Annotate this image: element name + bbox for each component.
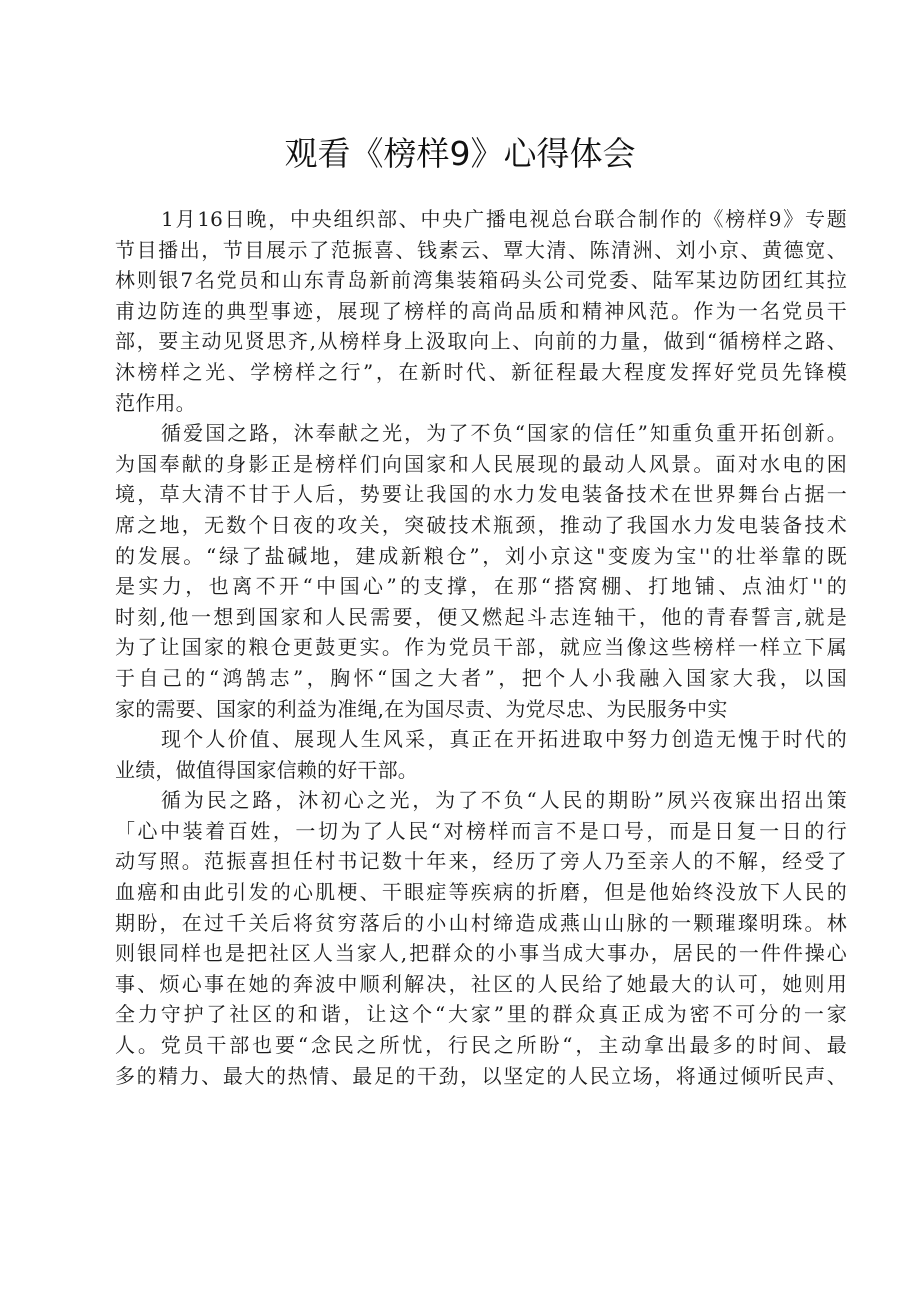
text-line: 沐榜样之光、学榜样之行”，在新时代、新征程最大程度发挥好党员先锋模: [115, 359, 847, 384]
document-body: [115, 204, 847, 1091]
text-line: 甫边防连的典型事迹，展现了榜样的高尚品质和精神风范。作为一名党员干: [115, 298, 847, 323]
text-line: 期盼，在过千关后将贫穷落后的小山村缔造成燕山山脉的一颗璀璨明珠。林: [115, 910, 847, 935]
text-line: 时刻,他一想到国家和人民需要，便又燃起斗志连轴干，他的青春誓言,就是: [115, 604, 847, 629]
text-line: 席之地，无数个日夜的攻关，突破技术瓶颈，推动了我国水力发电装备技术: [115, 512, 847, 537]
text-line: 则银同样也是把社区人当家人,把群众的小事当成大事办，居民的一件件操心: [115, 941, 847, 966]
text-line: 于自己的“鸿鹄志”，胸怀“国之大者”，把个人小我融入国家大我，以国: [115, 665, 847, 690]
text-line: 事、烦心事在她的奔波中顺利解决，社区的人民给了她最大的认可，她则用: [115, 971, 847, 996]
text-line: 血癌和由此引发的心肌梗、干眼症等疾病的折磨，但是他始终没放下人民的: [115, 880, 847, 905]
text-line: 人。党员干部也要“念民之所忧，行民之所盼“，主动拿出最多的时间、最: [115, 1033, 847, 1058]
text-line: 林则银7名党员和山东青岛新前湾集装箱码头公司党委、陆军某边防团红其拉: [115, 268, 847, 293]
text-line: 1月16日晚，中央组织部、中央广播电视总台联合制作的《榜样9》专题: [161, 207, 847, 231]
text-line: 「心中装着百姓，一切为了人民“对榜样而言不是口号，而是日复一日的行: [115, 818, 847, 843]
text-line: 为国奉献的身影正是榜样们向国家和人民展现的最动人风景。面对水电的困: [115, 451, 847, 476]
text-line: 为了让国家的粮仓更鼓更实。作为党员干部，就应当像这些榜样一样立下属: [115, 635, 847, 660]
text-line: 部，要主动见贤思齐,从榜样身上汲取向上、向前的力量，做到“循榜样之路、: [115, 329, 847, 354]
text-line: 家的需要、国家的利益为准绳,在为国尽责、为党尽忠、为民服务中实: [115, 696, 728, 721]
text-line: 多的精力、最大的热情、最足的干劲，以坚定的人民立场，将通过倾听民声、: [115, 1063, 847, 1088]
text-line: 节目播出，节目展示了范振喜、钱素云、覃大清、陈清洲、刘小京、黄德宽、: [115, 237, 847, 262]
document-title: 观看《榜样9》心得体会: [284, 134, 636, 173]
text-line: 全力守护了社区的和谐，让这个“大家”里的群众真正成为密不可分的一家: [115, 1002, 847, 1027]
text-line: 境，草大清不甘于人后，势要让我国的水力发电装备技术在世界舞台占据一: [115, 482, 847, 507]
text-line: 是实力，也离不开“中国心”的支撑，在那“搭窝棚、打地铺、点油灯''的: [115, 574, 847, 599]
text-line: 循为民之路，沐初心之光，为了不负“人民的期盼”夙兴夜寐出招出策: [161, 788, 847, 813]
text-line: 动写照。范振喜担任村书记数十年来，经历了旁人乃至亲人的不解，经受了: [115, 849, 847, 874]
text-line: 的发展。“绿了盐碱地，建成新粮仓”，刘小京这"变废为宝''的壮举靠的既: [115, 543, 847, 568]
text-line: 现个人价值、展现人生风采，真正在开拓进取中努力创造无愧于时代的: [161, 727, 847, 752]
text-line: 范作用。: [115, 390, 196, 415]
text-line: 循爱国之路，沐奉献之光，为了不负“国家的信任”知重负重开拓创新。: [161, 421, 847, 446]
text-line: 业绩，做值得国家信赖的好干部。: [115, 757, 418, 782]
